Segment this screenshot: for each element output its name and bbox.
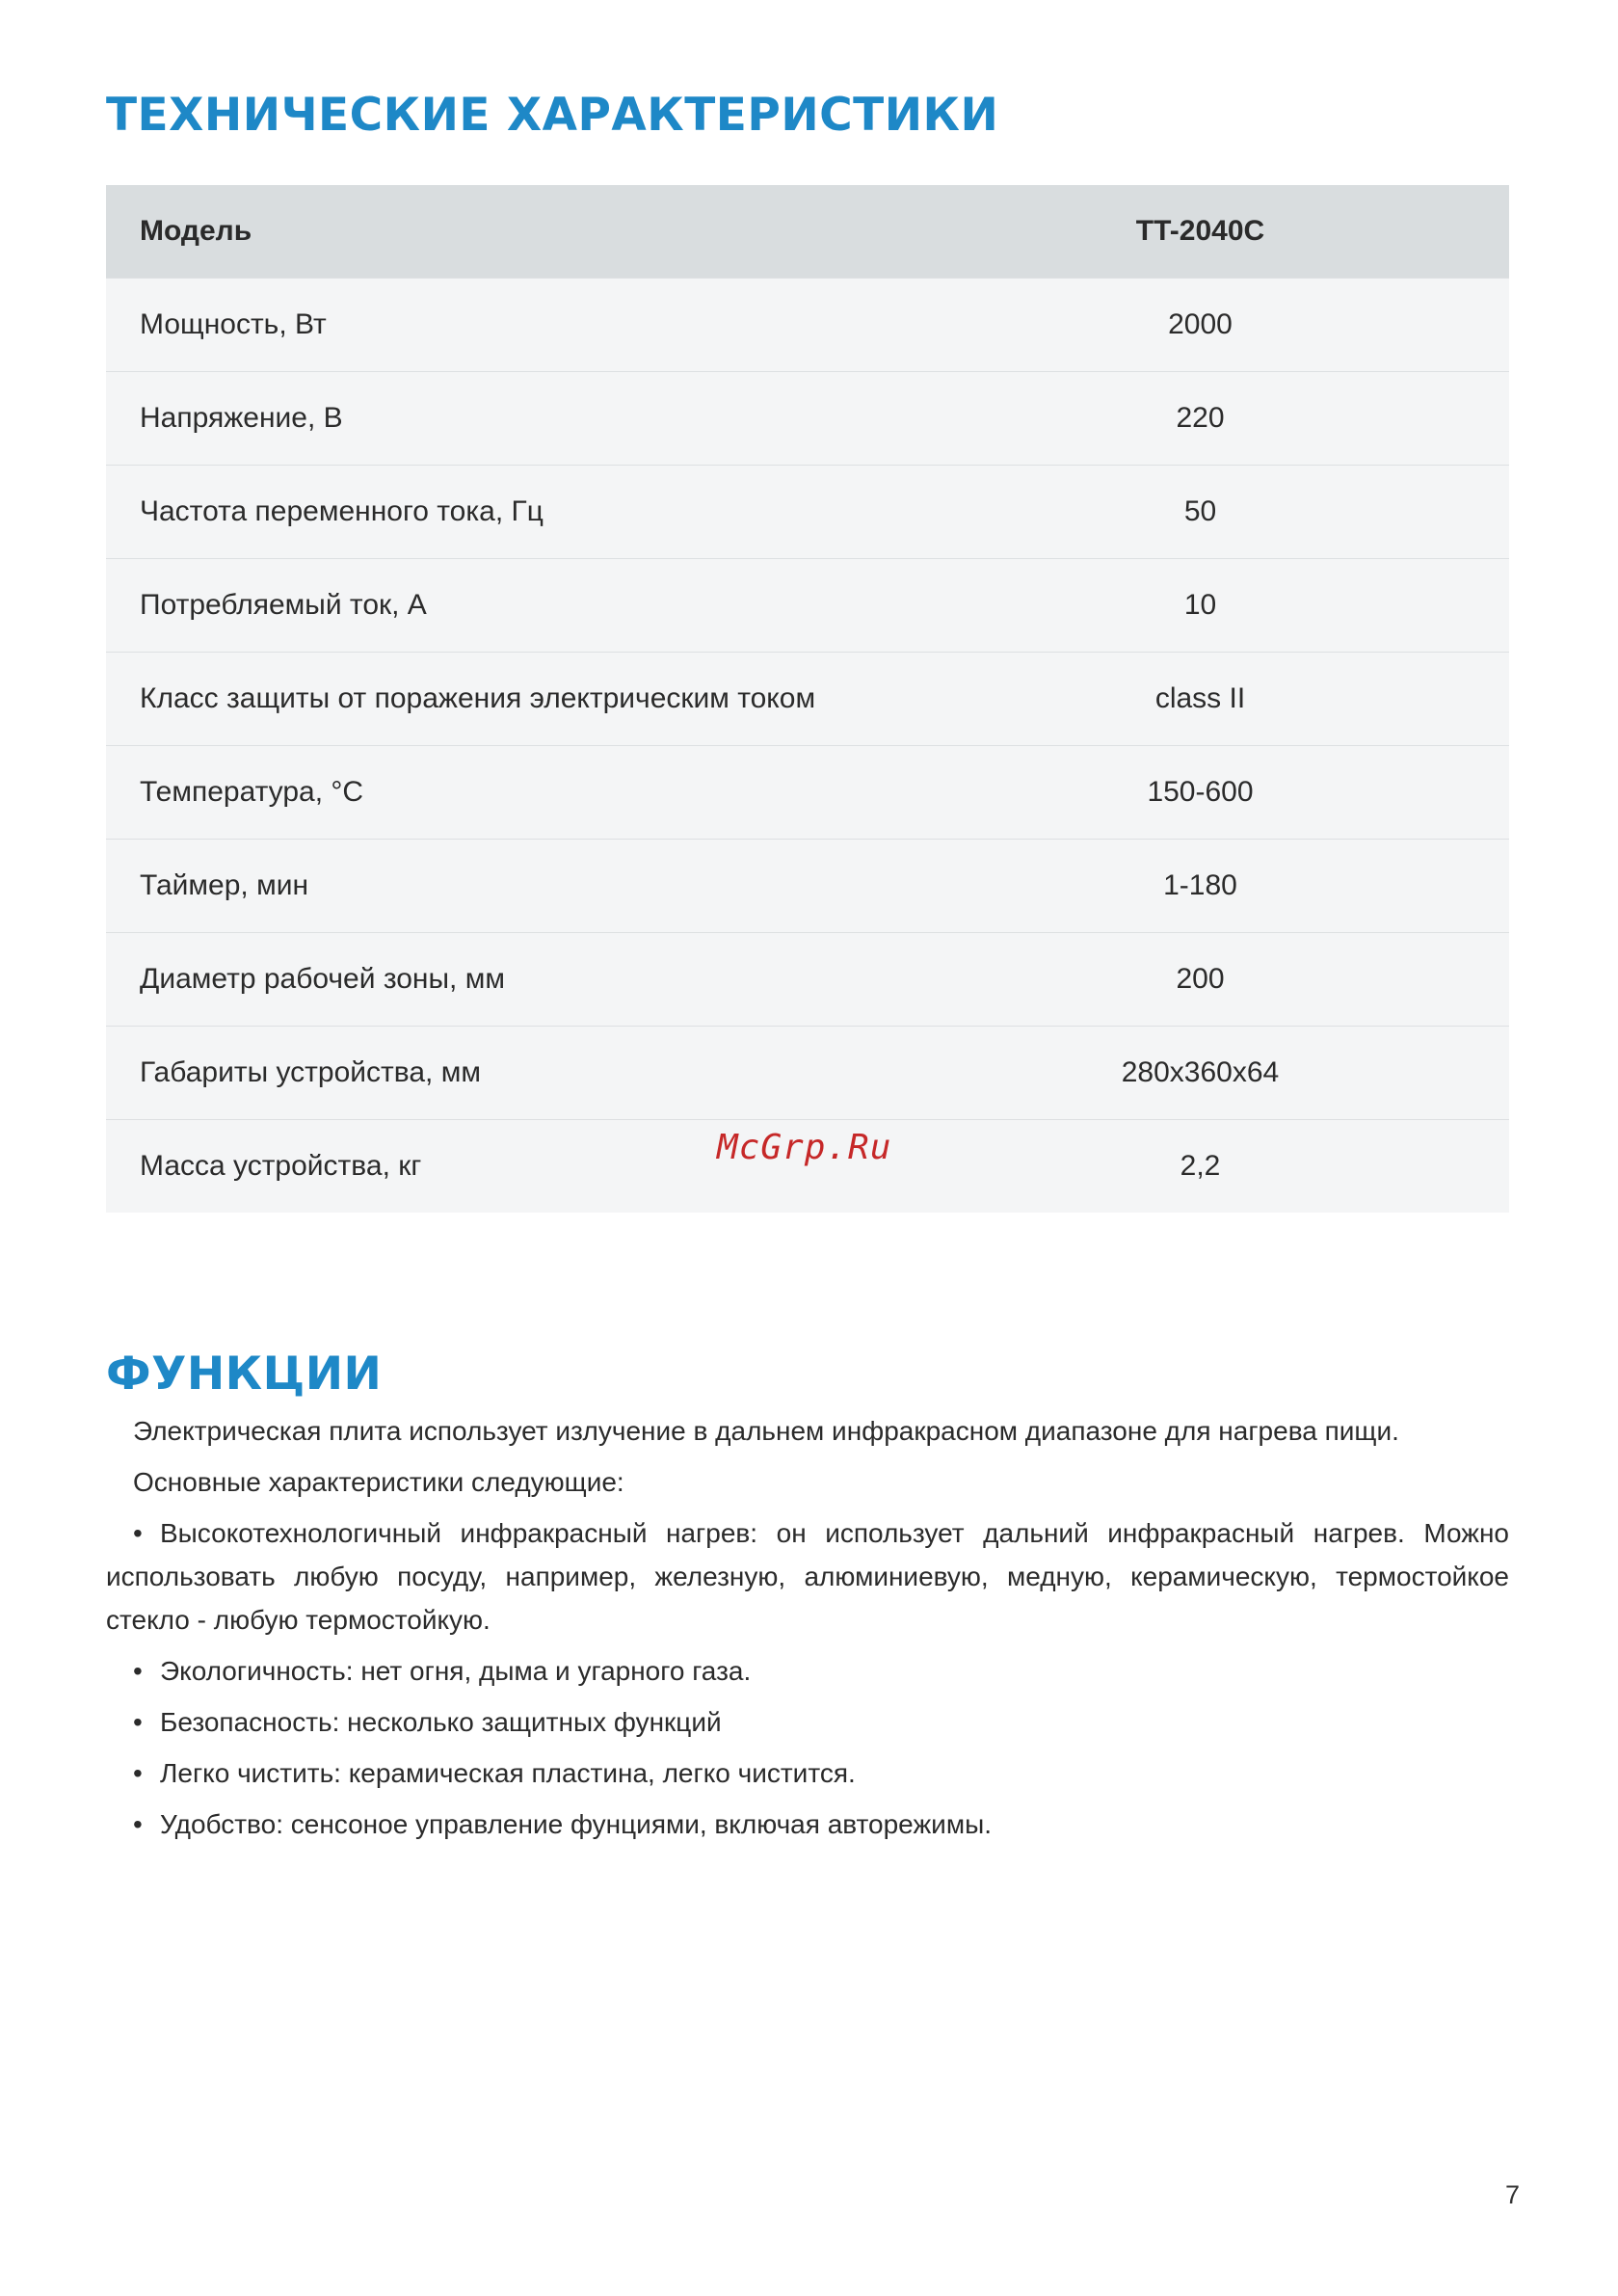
spec-value-cell: 220 bbox=[1176, 402, 1225, 434]
list-item bbox=[106, 1700, 1509, 1744]
spec-value-cell: 50 bbox=[1183, 495, 1217, 527]
spec-value-cell: 2000 bbox=[1168, 308, 1233, 340]
table-row bbox=[106, 840, 1509, 933]
list-item-text: Экологичность: нет огня, дыма и угарного газа. bbox=[160, 1656, 752, 1686]
spec-name-cell: Диаметр рабочей зоны, мм bbox=[140, 963, 505, 995]
table-row bbox=[106, 372, 1509, 466]
functions-title: ФУНКЦИИ bbox=[106, 1348, 383, 1401]
bullet-icon: • bbox=[133, 1707, 143, 1737]
header-name-cell: Модель bbox=[140, 215, 252, 247]
specs-table bbox=[106, 185, 1509, 1213]
table-row bbox=[106, 933, 1509, 1027]
functions-intro: Электрическая плита использует излучение в дальнем инфракрасном диапазоне для нагрева пищи. bbox=[133, 1416, 1399, 1446]
specs-title: ТЕХНИЧЕСКИЕ ХАРАКТЕРИСТИКИ bbox=[106, 89, 999, 142]
bullet-icon: • bbox=[133, 1809, 143, 1839]
list-item-text: Легко чистить: керамическая пластина, легко чистится. bbox=[160, 1758, 856, 1788]
spec-name-cell: Потребляемый ток, А bbox=[140, 589, 427, 621]
list-item-text: Удобство: сенсоное управление фунциями, включая авторежимы. bbox=[160, 1809, 992, 1839]
bullet-icon: • bbox=[133, 1656, 143, 1686]
functions-body bbox=[106, 1409, 1509, 1854]
list-item-text: Высокотехнологичный инфракрасный нагрев: он использует дальний инфракрасный нагрев. Можно использовать любую посуду, например, железную, алюминиевую, медную, керамическую, термостойкое стекло - любую термостойкую. bbox=[106, 1518, 1509, 1635]
table-row bbox=[106, 279, 1509, 372]
table-row bbox=[106, 559, 1509, 653]
spec-name-cell: Класс защиты от поражения электрическим током bbox=[140, 682, 816, 714]
spec-value-cell: 280x360x64 bbox=[1121, 1056, 1280, 1088]
spec-value-cell: 2,2 bbox=[1180, 1150, 1221, 1182]
spec-name-cell: Таймер, мин bbox=[140, 869, 309, 901]
spec-value-cell: class II bbox=[1154, 682, 1246, 714]
specs-header-row bbox=[106, 185, 1509, 279]
spec-value-cell: 150-600 bbox=[1147, 776, 1254, 808]
list-item bbox=[106, 1802, 1509, 1846]
spec-name-cell: Частота переменного тока, Гц bbox=[140, 495, 544, 527]
spec-name-cell: Масса устройства, кг bbox=[140, 1150, 422, 1182]
watermark: McGrp.Ru bbox=[717, 1128, 892, 1167]
list-item bbox=[106, 1649, 1509, 1693]
spec-name-cell: Мощность, Вт bbox=[140, 308, 327, 340]
bullet-icon: • bbox=[133, 1518, 143, 1548]
bullet-icon: • bbox=[133, 1758, 143, 1788]
table-row bbox=[106, 746, 1509, 840]
header-model-cell: TT-2040C bbox=[1135, 215, 1265, 247]
table-row bbox=[106, 1027, 1509, 1120]
table-row bbox=[106, 466, 1509, 559]
spec-value-cell: 200 bbox=[1176, 963, 1225, 995]
spec-name-cell: Температура, °C bbox=[140, 776, 364, 808]
list-item-text: Безопасность: несколько защитных функций bbox=[160, 1707, 722, 1737]
table-row bbox=[106, 653, 1509, 746]
spec-name-cell: Напряжение, В bbox=[140, 402, 343, 434]
list-item bbox=[106, 1511, 1509, 1642]
spec-name-cell: Габариты устройства, мм bbox=[140, 1056, 481, 1088]
functions-subintro: Основные характеристики следующие: bbox=[133, 1467, 624, 1497]
spec-value-cell: 1-180 bbox=[1163, 869, 1237, 901]
list-item bbox=[106, 1751, 1509, 1795]
spec-value-cell: 10 bbox=[1183, 589, 1217, 621]
page-number: 7 bbox=[1505, 2180, 1521, 2209]
